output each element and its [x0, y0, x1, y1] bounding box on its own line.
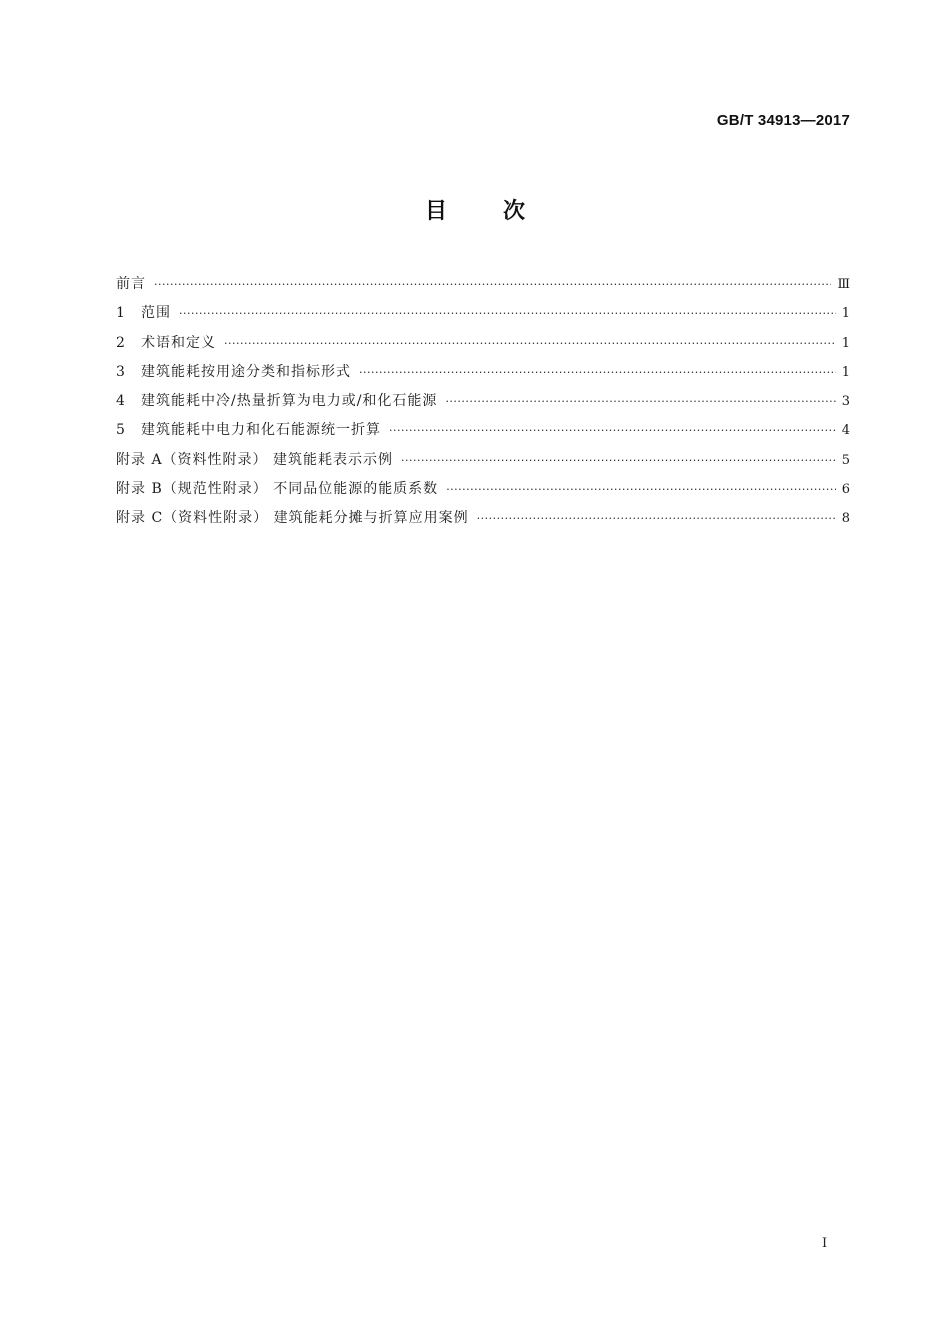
- toc-entry-page: 6: [841, 482, 850, 498]
- toc-entry-appendix-c[interactable]: [116, 504, 850, 533]
- toc-entry-number: 3: [116, 363, 125, 380]
- page-number: Ⅰ: [822, 1236, 828, 1251]
- title-char-1: 目: [424, 199, 447, 224]
- toc-leader-dots: [154, 270, 831, 299]
- toc-entry-conversion-unified[interactable]: [116, 416, 850, 445]
- toc-entry-text: 建筑能耗按用途分类和指标形式: [141, 363, 351, 380]
- toc-leader-dots: [359, 358, 836, 387]
- toc-leader-dots: [477, 504, 836, 533]
- toc-leader-dots: [401, 446, 836, 475]
- toc-leader-dots: [389, 416, 836, 445]
- toc-entry-label: [116, 358, 351, 387]
- toc-entry-page: 4: [841, 423, 850, 439]
- toc-entry-terms[interactable]: [116, 329, 850, 358]
- toc-entry-text: 术语和定义: [141, 334, 216, 351]
- toc-entry-text: 建筑能耗中电力和化石能源统一折算: [141, 422, 381, 439]
- toc-entry-number: 1: [116, 305, 125, 322]
- toc-entry-label: [116, 299, 171, 328]
- toc-entry-page: 1: [841, 364, 850, 380]
- toc-entry-label: 附录 A（资料性附录） 建筑能耗表示示例: [116, 451, 394, 468]
- toc-entry-page: 1: [841, 306, 850, 322]
- toc-entry-scope[interactable]: [116, 299, 850, 328]
- toc-entry-number: 2: [116, 334, 125, 351]
- toc-entry-classification[interactable]: [116, 358, 850, 387]
- toc-entry-appendix-a[interactable]: [116, 446, 850, 475]
- toc-entry-label: 附录 C（资料性附录） 建筑能耗分摊与折算应用案例: [116, 510, 469, 527]
- toc-entry-text: 建筑能耗中冷/热量折算为电力或/和化石能源: [141, 393, 438, 410]
- toc-entry-label: [116, 416, 381, 445]
- toc-entry-preface[interactable]: [116, 270, 850, 299]
- toc-entry-page: Ⅲ: [837, 277, 850, 292]
- toc-entry-page: 5: [841, 452, 850, 468]
- toc-leader-dots: [445, 387, 835, 416]
- toc-leader-dots: [446, 475, 836, 504]
- title-char-2: 次: [503, 199, 526, 224]
- toc-entry-page: 3: [841, 394, 850, 410]
- toc-entry-conversion-heat[interactable]: [116, 387, 850, 416]
- toc-entry-page: 8: [841, 511, 850, 527]
- toc-entry-label: 附录 B（规范性附录） 不同品位能源的能质系数: [116, 481, 439, 498]
- toc-entry-label: [116, 387, 437, 416]
- table-of-contents: [116, 270, 850, 534]
- toc-entry-number: 5: [116, 422, 125, 439]
- toc-entry-number: 4: [116, 393, 125, 410]
- toc-entry-label: 前言: [116, 276, 146, 292]
- toc-leader-dots: [179, 299, 836, 328]
- toc-entry-appendix-b[interactable]: [116, 475, 850, 504]
- toc-entry-text: 范围: [141, 305, 171, 322]
- toc-entry-label: [116, 329, 216, 358]
- toc-entry-page: 1: [841, 335, 850, 351]
- toc-leader-dots: [224, 329, 836, 358]
- standard-code: GB/T 34913—2017: [716, 112, 850, 129]
- page-title: [0, 194, 950, 225]
